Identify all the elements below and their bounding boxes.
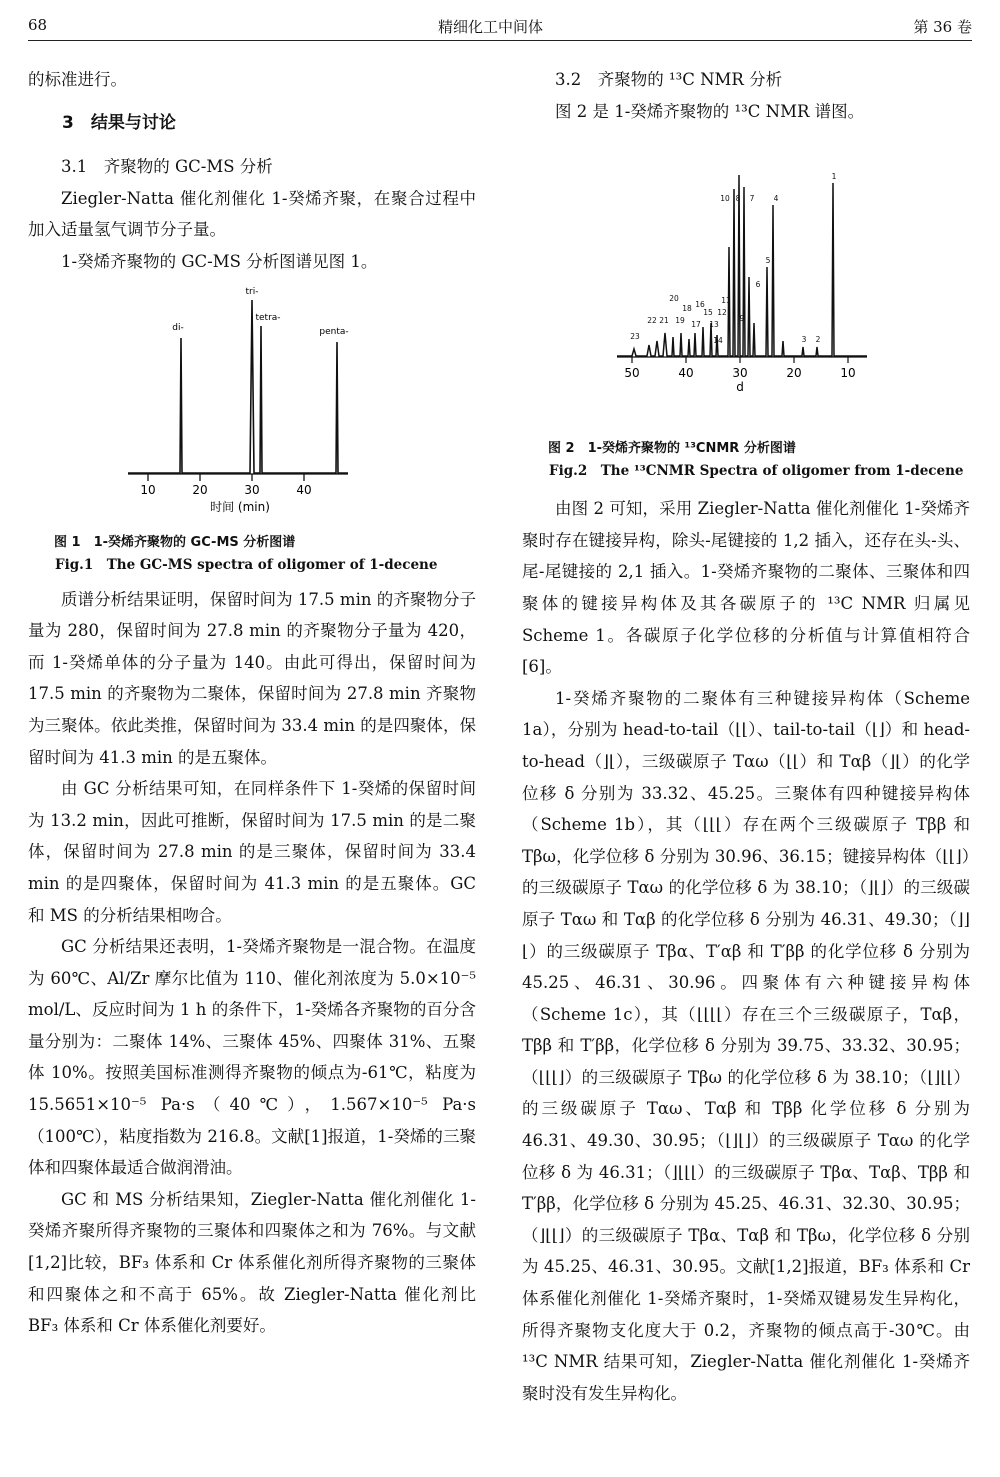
paragraph: 质谱分析结果证明，保留时间为 17.5 min 的齐聚物分子量为 280，保留时间为 27.8 min 的齐聚物分子量为 420，而 1-癸烯单体的分子量为 140。由此可得出，保留时间为 17.5 min 的齐聚物为二聚体，保留时间为 27.8 min 齐聚物为三聚体。依此类推，保留时间为 33.4 min 的是四聚体，保留时间为 41.3 min 的是五聚体。 <box>28 589 476 767</box>
peak-label-di: di- <box>172 322 184 333</box>
paragraph: 1-癸烯齐聚物的二聚体有三种键接异构体（Scheme 1a），分别为 head-to-tail（⌊⌊）、tail-to-tail（⌊⌋）和 head-to-head（⌋⌊），三级碳原子 Tαω（⌊⌊）和 Tαβ（⌋⌊）的化学位移 δ 分别为 33.32、45.25。三聚体有四种键接异构体（Scheme 1b），其（⌊⌊⌊）存在两个三级碳原子 Tββ 和 Tβω，化学位移 δ 分别为 30.96、36.15；键接异构体（⌊⌊⌋）的三级碳原子 Tαω 的化学位移 δ 为 38.10；（⌋⌊⌋）的三级碳原子 Tαω 和 Tαβ 的化学位移 δ 分别为 46.31、49.30；（⌋⌋⌊）的三级碳原子 Tβα、T′αβ 和 T′ββ 的化学位移 δ 分别为 45.25、46.31、30.96。四聚体有六种键接异构体（Scheme 1c），其（⌊⌊⌊⌊）存在三个三级碳原子，Tαβ，Tββ 和 T′ββ，化学位移 δ 分别为 39.75、33.32、30.95；（⌊⌊⌊⌋）的三级碳原子 Tβω 的化学位移 δ 为 38.10；（⌊⌋⌊⌊）的三级碳原子 Tαω、Tαβ 和 Tββ 化学位移 δ 分别为 46.31、49.30、30.95；（⌊⌋⌊⌋）的三级碳原子 Tαω 的化学位移 δ 为 46.31；（⌋⌊⌊⌊）的三级碳原子 Tβα、Tαβ、Tββ 和 T′ββ，化学位移 δ 分别为 45.25、46.31、32.30、30.95；（⌋⌊⌊⌋）的三级碳原子 Tβα、Tαβ 和 Tβω，化学位移 δ 分别为 45.25、46.31、30.95。文献[1,2]报道，BF₃ 体系和 Cr 体系催化剂催化 1-癸烯齐聚时，1-癸烯双键易发生异构化，所得齐聚物支化度大于 0.2，齐聚物的倾点高于-30℃。由 ¹³C NMR 结果可知，Ziegler-Natta 催化剂催化 1-癸烯齐聚时没有发生异构化。 <box>522 688 970 1403</box>
figure-caption-cn: 图 1 1-癸烯齐聚物的 GC-MS 分析图谱 <box>54 535 296 551</box>
peak-label: 17 <box>691 320 701 330</box>
tick-label: 10 <box>140 482 156 497</box>
peak-label: 2 <box>815 335 821 345</box>
tick-label: 10 <box>840 366 856 381</box>
peak-label: 21 <box>659 316 669 326</box>
peak-label: 6 <box>755 280 761 290</box>
peak-label: 15 <box>703 308 713 318</box>
peak-label: 8 <box>735 194 741 204</box>
page-number: 68 <box>28 16 48 34</box>
peak-label: 11 <box>721 296 731 306</box>
paragraph: 由 GC 分析结果可知，在同样条件下 1-癸烯的保留时间为 13.2 min，因此可推断，保留时间为 17.5 min 的是二聚体，保留时间为 27.8 min 的是三聚体，保留时间为 33.4 min 的是四聚体，保留时间为 41.3 min 的是五聚体。GC 和 MS 的分析结果相吻合。 <box>28 779 476 925</box>
figure-caption-en: Fig.2 The ¹³CNMR Spectra of oligomer from 1-decene <box>549 462 964 479</box>
peak-label: 10 <box>720 194 730 204</box>
journal-title: 精细化工中间体 <box>438 18 544 36</box>
figure-caption-cn: 图 2 1-癸烯齐聚物的 ¹³CNMR 分析图谱 <box>548 440 796 456</box>
peak-label-penta: penta- <box>319 326 349 337</box>
x-axis-label: 时间 (min) <box>210 499 270 514</box>
peak-label-tetra: tetra- <box>255 312 281 323</box>
tick-label: 30 <box>244 482 260 497</box>
subsection-heading: 3.1 齐聚物的 GC-MS 分析 <box>61 157 273 177</box>
tick-label: 30 <box>732 366 748 381</box>
chromatogram-trace <box>128 300 348 473</box>
peak-label: 16 <box>695 300 705 310</box>
peak-label: 5 <box>765 256 771 266</box>
nmr-trace <box>617 175 867 356</box>
paragraph: 的标准进行。 <box>28 70 127 89</box>
paragraph: 图 2 是 1-癸烯齐聚物的 ¹³C NMR 谱图。 <box>555 101 865 121</box>
tick-label: 40 <box>678 366 694 381</box>
nmr-spectrum <box>522 127 970 427</box>
paragraph: GC 和 MS 分析结果知，Ziegler-Natta 催化剂催化 1-癸烯齐聚所得齐聚物的三聚体和四聚体之和为 76%。与文献[1,2]比较，BF₃ 体系和 Cr 体系催化剂所得齐聚物的三聚体和四聚体之和不高于 65%。故 Ziegler-Natta 催化剂比 BF₃ 体系和 Cr 体系催化剂要好。 <box>28 1189 476 1336</box>
paragraph: 由图 2 可知，采用 Ziegler-Natta 催化剂催化 1-癸烯齐聚时存在键接异构，除头-尾键接的 1,2 插入，还存在头-头、尾-尾键接的 2,1 插入。1-癸烯齐聚物的二聚体、三聚体和四聚体的键接异构体及其各碳原子的 ¹³C NMR 归属见 Scheme 1。各碳原子化学位移的分析值与计算值相符合[6]。 <box>522 499 970 677</box>
tick-label: 40 <box>296 482 312 497</box>
volume-label: 第 36 卷 <box>913 18 972 36</box>
peak-label: 4 <box>773 194 779 204</box>
gcms-chromatogram <box>28 278 476 518</box>
peak-label: 1 <box>831 172 837 182</box>
tick-label: 20 <box>192 482 208 497</box>
peak-label: 3 <box>801 335 807 345</box>
peak-label: 18 <box>682 304 692 314</box>
paragraph: Ziegler-Natta 催化剂催化 1-癸烯齐聚，在聚合过程中加入适量氢气调节分子量。 <box>28 188 476 240</box>
peak-label: 7 <box>749 194 755 204</box>
left-column <box>28 64 476 1342</box>
peak-label: 22 <box>647 316 657 326</box>
figure-caption-en: Fig.1 The GC-MS spectra of oligomer of 1-decene <box>55 557 438 574</box>
figure-2 <box>522 127 970 487</box>
peak-label: 19 <box>675 316 685 326</box>
section-heading: 3 结果与讨论 <box>62 112 176 133</box>
tick-label: 20 <box>786 366 802 381</box>
peak-label: 13 <box>709 320 719 330</box>
peak-label: 12 <box>717 308 727 318</box>
x-axis-label: d <box>736 380 744 395</box>
peak-label: 9 <box>739 314 745 324</box>
peak-label: 23 <box>630 332 640 342</box>
subsection-heading: 3.2 齐聚物的 ¹³C NMR 分析 <box>555 70 783 89</box>
tick-label: 50 <box>624 366 640 381</box>
peak-label: 14 <box>713 336 723 346</box>
right-column <box>522 64 970 1409</box>
page-header <box>28 10 972 41</box>
peak-label: 20 <box>669 294 679 304</box>
paragraph: 1-癸烯齐聚物的 GC-MS 分析图谱见图 1。 <box>61 251 378 271</box>
figure-1 <box>28 278 476 578</box>
paragraph: GC 分析结果还表明，1-癸烯齐聚物是一混合物。在温度为 60℃、Al/Zr 摩尔比值为 110、催化剂浓度为 5.0×10⁻⁵ mol/L、反应时间为 1 h 的条件下，1-癸烯各齐聚物的百分含量分别为：二聚体 14%、三聚体 45%、四聚体 31%、五聚体 10%。按照美国标准测得齐聚物的倾点为-61℃，粘度为 15.5651×10⁻⁵ Pa·s（40℃），1.567×10⁻⁵ Pa·s（100℃），粘度指数为 216.8。文献[1]报道，1-癸烯的三聚体和四聚体最适合做润滑油。 <box>28 937 476 1178</box>
peak-label-tri: tri- <box>245 286 259 297</box>
